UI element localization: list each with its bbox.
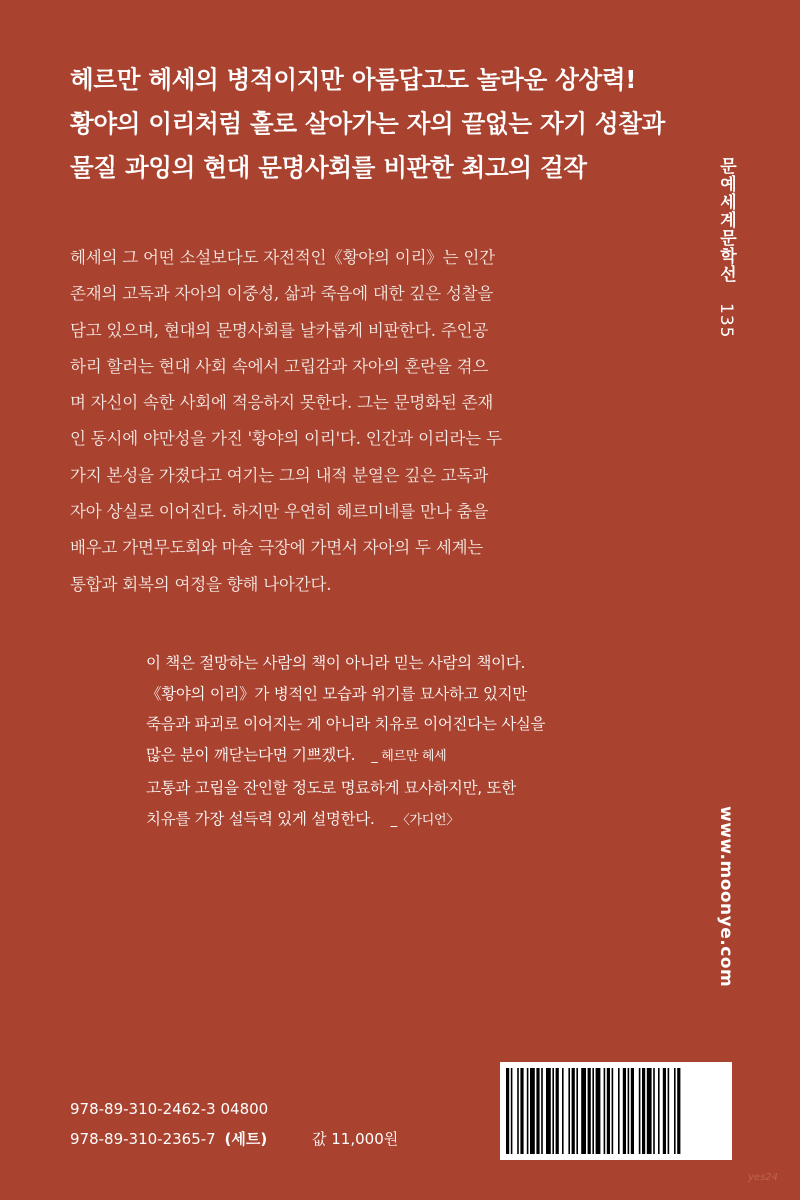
series-label bbox=[714, 157, 739, 338]
quote-line-with-source bbox=[146, 804, 666, 837]
description-line: 하리 할러는 현대 사회 속에서 고립감과 자아의 혼란을 겪으 bbox=[70, 356, 489, 376]
publisher-website: www.moonye.com bbox=[716, 806, 736, 988]
quote-line: 죽음과 파괴로 이어지는 게 아니라 치유로 이어진다는 사실을 bbox=[146, 715, 546, 734]
quote-line: 많은 분이 깨닫는다면 기쁘겠다. bbox=[146, 746, 356, 765]
barcode-bar bbox=[607, 1068, 610, 1154]
quote-line-with-source bbox=[146, 740, 666, 773]
quote-line: 이 책은 절망하는 사람의 책이 아니라 믿는 사람의 책이다. bbox=[146, 654, 526, 672]
barcode-bar bbox=[604, 1068, 606, 1154]
series-number: 135 bbox=[716, 303, 736, 339]
description-line: 며 자신이 속한 사회에 적응하지 못한다. 그는 문명화된 존재 bbox=[70, 393, 494, 413]
barcode-bar bbox=[546, 1068, 551, 1154]
description-line: 헤세의 그 어떤 소설보다도 자전적인《황야의 이리》는 인간 bbox=[70, 248, 495, 267]
barcode-bar bbox=[663, 1068, 666, 1154]
barcode-bar bbox=[592, 1068, 594, 1154]
barcode-bar bbox=[658, 1068, 660, 1154]
description-line: 인 동시에 야만성을 가진 '황야의 이리'다. 인간과 이리라는 두 bbox=[70, 429, 502, 449]
barcode-bar bbox=[576, 1068, 578, 1154]
barcode-bar bbox=[628, 1068, 630, 1154]
quote-line: 치유를 가장 설득력 있게 설명한다. bbox=[146, 809, 375, 828]
description-line: 배우고 가면무도회와 마술 극장에 가면서 자아의 두 세계는 bbox=[70, 538, 484, 558]
barcode-bar bbox=[653, 1068, 655, 1154]
barcode-bar bbox=[517, 1068, 519, 1154]
description-line: 가지 본성을 가졌다고 여기는 그의 내적 분열은 깊은 고독과 bbox=[70, 465, 489, 485]
barcode-bar bbox=[647, 1068, 652, 1154]
barcode-bar bbox=[552, 1068, 554, 1154]
barcode-bar bbox=[506, 1068, 509, 1154]
barcode-bar bbox=[572, 1068, 575, 1154]
barcode-bar bbox=[677, 1068, 680, 1154]
quote-source-guardian: _〈가디언〉 bbox=[390, 812, 459, 828]
barcode-bar bbox=[668, 1068, 670, 1154]
price: 값 11,000원 bbox=[312, 1130, 399, 1148]
barcode-bar bbox=[618, 1068, 620, 1154]
barcode-bar bbox=[556, 1068, 559, 1154]
description-line: 자아 상실로 이어진다. 하지만 우연히 헤르미네를 만나 춤을 bbox=[70, 502, 489, 522]
barcode-bar bbox=[562, 1068, 564, 1154]
barcode-bar bbox=[639, 1068, 641, 1154]
book-description bbox=[70, 240, 660, 603]
barcode-bar bbox=[623, 1068, 626, 1154]
barcode-bar bbox=[511, 1068, 513, 1154]
description-line: 존재의 고독과 자아의 이중성, 삶과 죽음에 대한 깊은 성찰을 bbox=[70, 284, 494, 304]
barcode-bar bbox=[520, 1068, 523, 1154]
series-name: 문예세계문학선 bbox=[716, 157, 736, 283]
barcode-bar bbox=[674, 1068, 676, 1154]
barcode bbox=[500, 1062, 732, 1160]
description-line: 담고 있으며, 현대의 문명사회를 날카롭게 비판한다. 주인공 bbox=[70, 320, 489, 340]
barcode-bar bbox=[536, 1068, 539, 1154]
review-quotes bbox=[146, 648, 666, 836]
isbn-set-label: (세트) bbox=[224, 1130, 268, 1148]
barcode-bar bbox=[631, 1068, 634, 1154]
barcode-bar bbox=[541, 1068, 543, 1154]
headline-line: 물질 과잉의 현대 문명사회를 비판한 최고의 걸작 bbox=[70, 153, 587, 182]
barcode-bar bbox=[612, 1068, 614, 1154]
headline-line: 황야의 이리처럼 홀로 살아가는 자의 끝없는 자기 성찰과 bbox=[70, 109, 666, 138]
barcode-bar bbox=[588, 1068, 591, 1154]
isbn-block bbox=[70, 1094, 399, 1154]
headline-line: 헤르만 헤세의 병적이지만 아름답고도 놀라운 상상력! bbox=[70, 65, 637, 94]
barcode-bar bbox=[530, 1068, 535, 1154]
barcode-bar bbox=[527, 1068, 529, 1154]
quote-line: 《황야의 이리》가 병적인 모습과 위기를 묘사하고 있지만 bbox=[146, 684, 527, 703]
isbn-book: 978-89-310-2462-3 04800 bbox=[70, 1100, 269, 1118]
isbn-set: 978-89-310-2365-7 bbox=[70, 1130, 216, 1148]
headline bbox=[70, 58, 710, 190]
barcode-graphic bbox=[506, 1068, 726, 1154]
isbn-set-line bbox=[70, 1124, 268, 1154]
barcode-bar bbox=[596, 1068, 601, 1154]
barcode-bar bbox=[642, 1068, 645, 1154]
quote-source-hesse: _ 헤르만 헤세 bbox=[371, 749, 447, 765]
quote-line: 고통과 고립을 잔인할 정도로 명료하게 묘사하지만, 또한 bbox=[146, 778, 516, 797]
watermark: yes24 bbox=[748, 1172, 779, 1183]
barcode-bar bbox=[581, 1068, 586, 1154]
description-line: 통합과 회복의 여정을 향해 나아간다. bbox=[70, 574, 332, 594]
barcode-bar bbox=[568, 1068, 570, 1154]
